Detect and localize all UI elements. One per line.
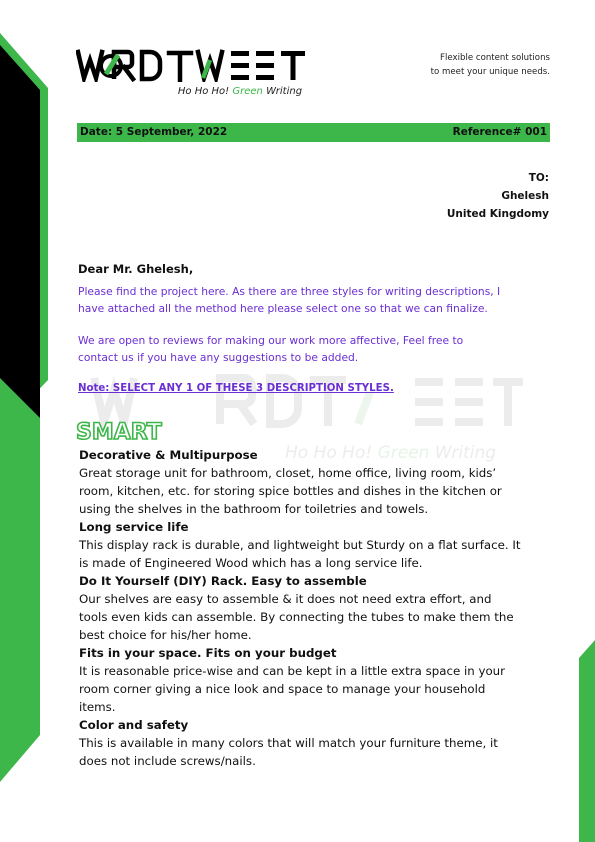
brand-tagline: Ho Ho Ho! Green Writing <box>177 86 303 97</box>
section-line: This is available in many colors that will match your furniture theme, it <box>79 736 498 750</box>
section-heading: Fits in your space. Fits on your budget <box>79 646 337 660</box>
left-decor-shapes <box>0 0 60 842</box>
section-line: tools even kids can assemble. By connecting the tubes to make them the <box>79 610 514 624</box>
section-line: Great storage unit for bathroom, closet, home office, living room, kids’ <box>79 466 497 480</box>
date-reference-bar <box>77 123 550 142</box>
letter-reference: Reference# 001 <box>452 126 547 138</box>
section-line: is made of Engineered Wood which has a long service life. <box>79 556 423 570</box>
section-line: room, kitchen, etc. for storing spice bottles and dishes in the kitchen or <box>79 484 502 498</box>
section-line: room corner giving a nice look and space to manage your household <box>79 682 486 696</box>
section-line: does not include screws/nails. <box>79 754 256 768</box>
section-line: This display rack is durable, and lightweight but Sturdy on a flat surface. It <box>79 538 521 552</box>
description-body <box>79 446 554 770</box>
section-line: Our shelves are easy to assemble & it does not need extra effort, and <box>79 592 492 606</box>
wordtweet-logo <box>76 48 308 82</box>
to-label: TO: <box>528 172 549 184</box>
salutation: Dear Mr. Ghelesh, <box>78 262 194 276</box>
intro-paragraph: Please find the project here. As there are three styles for writing descriptions, I have attached all the method here please select one so that we can finalize. <box>78 285 501 315</box>
style-label-smart <box>74 416 174 444</box>
section-heading: Do It Yourself (DIY) Rack. Easy to assemble <box>79 574 367 588</box>
recipient-name: Ghelesh <box>501 190 549 202</box>
right-decor-shape <box>575 640 595 842</box>
section-heading: Decorative & Multipurpose <box>79 448 258 462</box>
recipient-country: United Kingdomy <box>446 208 549 220</box>
section-line: It is reasonable price-wise and can be kept in a little extra space in your <box>79 664 506 678</box>
reviews-paragraph: We are open to reviews for making our work more affective, Feel free to contact us if you have any suggestions to be added. <box>78 334 464 364</box>
section-line: best choice for his/her home. <box>79 628 252 642</box>
section-heading: Long service life <box>79 520 189 534</box>
section-heading: Color and safety <box>79 718 189 732</box>
note-select-style: Note: SELECT ANY 1 OF THESE 3 DESCRIPTION STYLES. <box>78 383 394 394</box>
letter-date: Date: 5 September, 2022 <box>80 126 228 138</box>
svg-text:SMART: SMART <box>76 420 162 444</box>
section-line: items. <box>79 700 116 714</box>
svg-text:Ho Ho Ho! Green Writing: Ho Ho Ho! Green Writing <box>285 443 497 462</box>
section-line: using the shelves in the bathroom for toiletries and towels. <box>79 502 429 516</box>
brand-slogan: Flexible content solutions to meet your unique needs. <box>430 53 550 77</box>
